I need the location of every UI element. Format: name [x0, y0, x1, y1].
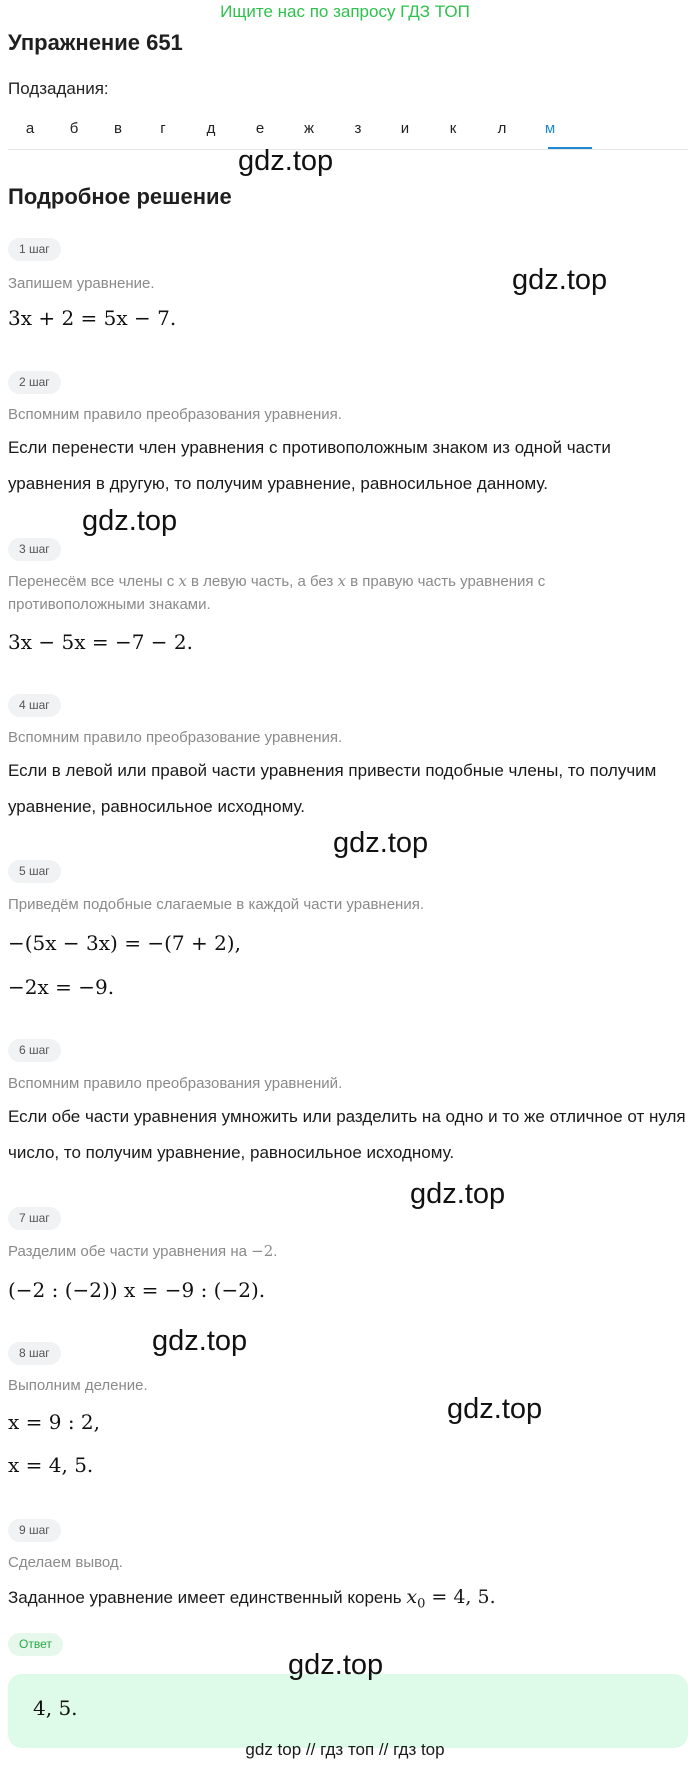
tab-e[interactable]: е: [255, 120, 265, 137]
answer-value: 4, 5.: [33, 1696, 78, 1720]
tab-k[interactable]: к: [449, 120, 457, 137]
watermark: gdz.top: [152, 1325, 248, 1357]
step-badge: 4 шаг: [8, 694, 61, 717]
step-math: x = 9 : 2,: [8, 1410, 101, 1434]
step-badge: 7 шаг: [8, 1207, 61, 1230]
step-math: −(5x − 3x) = −(7 + 2),: [8, 931, 241, 955]
watermark: gdz.top: [238, 145, 334, 177]
step-badge: 8 шаг: [8, 1342, 61, 1365]
watermark: gdz.top: [333, 827, 429, 859]
step-rule-text: Если перенести член уравнения с противоположным знаком из одной части уравнения в другую, то получим уравнение, равносильное данному.: [8, 438, 611, 493]
top-banner[interactable]: Ищите нас по запросу ГДЗ ТОП: [220, 2, 470, 21]
step-hint: Вспомним правило преобразования уравнения.: [8, 406, 342, 423]
step-math: x = 4, 5.: [8, 1453, 94, 1477]
tab-z[interactable]: з: [354, 120, 362, 137]
watermark: gdz.top: [410, 1178, 506, 1210]
watermark: gdz.top: [288, 1649, 384, 1681]
step-hint: Вспомним правило преобразование уравнения.: [8, 729, 343, 746]
step-math: 3x + 2 = 5x − 7.: [8, 306, 177, 330]
subtask-tabs: [8, 112, 688, 150]
step-badge: 5 шаг: [8, 860, 61, 883]
page-title: Упражнение 651: [8, 30, 183, 55]
tab-m[interactable]: м: [544, 120, 556, 137]
step-hint: Запишем уравнение.: [8, 275, 155, 292]
step-badge: 2 шаг: [8, 371, 61, 394]
answer-box: [8, 1674, 688, 1748]
tab-a[interactable]: а: [25, 120, 35, 137]
step-rule-text: Если в левой или правой части уравнения привести подобные члены, то получим уравнение, равносильное исходному.: [8, 761, 657, 816]
tab-l[interactable]: л: [497, 120, 507, 137]
step-conclusion-text: Заданное уравнение имеет единственный корень $x_0 = 4$, 5.: [8, 1586, 496, 1612]
footer-links[interactable]: gdz top // гдз топ // гдз top: [245, 1740, 445, 1759]
step-badge: 3 шаг: [8, 538, 61, 561]
step-rule-text: Если обе части уравнения умножить или разделить на одно и то же отличное от нуля число, то получим уравнение, равносильное исходному.: [8, 1107, 686, 1162]
tab-d[interactable]: д: [206, 120, 216, 137]
step-math: −2x = −9.: [8, 975, 115, 999]
watermark: gdz.top: [447, 1393, 543, 1425]
step-hint: Выполним деление.: [8, 1377, 148, 1394]
tab-i[interactable]: и: [400, 120, 410, 137]
step-hint: Сделаем вывод.: [8, 1554, 123, 1571]
step-hint: Приведём подобные слагаемые в каждой части уравнения.: [8, 896, 424, 913]
tab-v[interactable]: в: [114, 120, 122, 137]
step-math: 3x − 5x = −7 − 2.: [8, 630, 193, 654]
answer-badge: Ответ: [8, 1633, 63, 1656]
subtasks-label: Подзадания:: [8, 79, 109, 98]
step-math: (−2 : (−2)) x = −9 : (−2).: [8, 1278, 266, 1302]
step-hint: Перенесём все члены с x в левую часть, а без x в правую часть уравнения с противоположными знаками.: [8, 572, 546, 613]
watermark: gdz.top: [512, 264, 608, 296]
step-hint: Вспомним правило преобразования уравнений.: [8, 1075, 343, 1092]
step-badge: 1 шаг: [8, 238, 61, 261]
tab-g[interactable]: г: [160, 120, 166, 137]
step-badge: 6 шаг: [8, 1039, 61, 1062]
section-title: Подробное решение: [8, 184, 232, 209]
tab-b[interactable]: б: [69, 120, 79, 137]
watermark: gdz.top: [82, 505, 178, 537]
step-badge: 9 шаг: [8, 1519, 61, 1542]
active-tab-underline: [548, 147, 592, 149]
step-hint: Разделим обе части уравнения на −2.: [8, 1242, 278, 1260]
tab-zh[interactable]: ж: [303, 120, 315, 137]
